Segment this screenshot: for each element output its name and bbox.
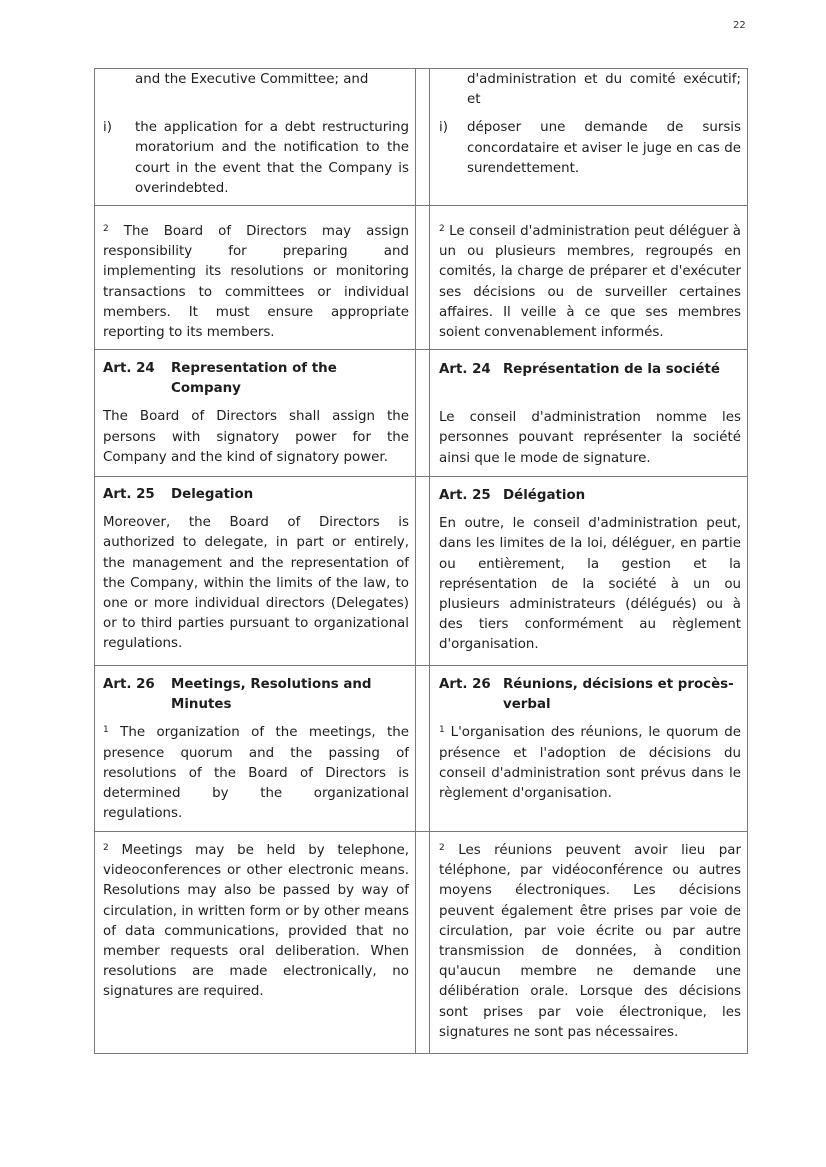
table-row <box>94 832 748 1054</box>
english-paragraph <box>103 222 409 343</box>
article-number: Art. 25 <box>439 488 491 503</box>
english-paragraph: The Board of Directors shall assign the persons with signatory power for the Company and the kind of signatory power. <box>103 409 409 465</box>
paragraph-number: 2 <box>103 224 109 234</box>
english-cell <box>103 359 409 468</box>
article-title: Représentation de la société <box>503 362 720 377</box>
french-paragraph <box>439 723 741 804</box>
article-number: Art. 24 <box>103 361 155 376</box>
table-row <box>94 666 748 832</box>
french-cell <box>439 675 741 804</box>
table-row <box>94 206 748 350</box>
paragraph-number: 2 <box>103 843 109 853</box>
english-paragraph <box>103 723 409 824</box>
article-heading <box>439 486 741 506</box>
french-cell <box>439 841 741 1043</box>
paragraph-text: The organization of the meetings, the presence quorum and the passing of resolutions of the Board of Directors is determined by the organizational regulations. <box>103 725 409 822</box>
paragraph-number: 1 <box>103 725 109 736</box>
bilingual-table <box>94 68 748 1054</box>
list-marker: i) <box>103 120 112 136</box>
english-cell <box>103 69 409 199</box>
list-marker: i) <box>439 120 448 136</box>
french-cell <box>439 360 741 469</box>
article-number: Art. 24 <box>439 362 491 377</box>
paragraph-number: 1 <box>439 725 445 736</box>
english-list-item <box>103 118 409 199</box>
english-cell <box>103 485 409 655</box>
paragraph-number: 2 <box>439 224 445 234</box>
french-list-item <box>439 118 741 179</box>
paragraph-number: 2 <box>439 843 445 853</box>
english-paragraph: Moreover, the Board of Directors is authorized to delegate, in part or entirely, the management and the representation of the Company, within the limits of the law, to one or more individual directors (Delegates) or to third parties pursuant to organizational regulations. <box>103 515 409 652</box>
article-title: Representation of the Company <box>171 361 337 397</box>
list-item-text: déposer une demande de sursis concordataire et aviser le juge en cas de surendettement. <box>467 120 741 176</box>
page-number: 22 <box>733 20 746 31</box>
article-title: Delegation <box>171 487 254 502</box>
article-title: Délégation <box>503 488 586 503</box>
article-number: Art. 26 <box>439 677 491 692</box>
article-heading <box>103 675 409 715</box>
french-paragraph: Le conseil d'administration nomme les personnes pouvant représenter la société ainsi que le mode de signature. <box>439 410 741 466</box>
english-paragraph <box>103 841 409 1003</box>
paragraph-text: Meetings may be held by telephone, videoconferences or other electronic means. Resolutions may also be passed by way of circulation, in written form or by other means of data communications, provided that no member requests oral deliberation. When resolutions are made electronically, no signatures are required. <box>103 843 409 1000</box>
paragraph-text: Le conseil d'administration peut déléguer à un ou plusieurs membres, regroupés en comités, la charge de préparer et d'exécuter ses décisions ou de surveiller certaines affaires. Il veille à ce que ses membres soient convenablement informés. <box>439 224 742 341</box>
table-row <box>94 350 748 477</box>
paragraph-text: Les réunions peuvent avoir lieu par téléphone, par vidéoconférence ou autres moyens électroniques. Les décisions peuvent également être prises par voie de circulation, par voie écrite ou par autre transmission de données, à condition qu'aucun membre ne demande une délibération orale. Lorsque des décisions sont prises par voie électronique, les signatures ne sont pas nécessaires. <box>439 843 741 1040</box>
article-heading <box>439 675 741 715</box>
french-cell <box>439 486 741 656</box>
article-heading <box>439 360 741 380</box>
table-row <box>94 477 748 666</box>
list-item-text: the application for a debt restructuring moratorium and the notification to the court in the event that the Company is overindebted. <box>135 120 409 196</box>
french-paragraph <box>439 841 741 1043</box>
article-title: Réunions, décisions et procès-verbal <box>503 677 734 713</box>
article-heading <box>103 485 409 505</box>
paragraph-text: L'organisation des réunions, le quorum de présence et l'adoption de décisions du conseil d'administration sont prévus dans le règlement d'organisation. <box>439 725 741 802</box>
article-number: Art. 26 <box>103 677 155 692</box>
french-continuation-text: d'administration et du comité exécutif; et <box>467 72 741 108</box>
french-paragraph <box>439 222 741 343</box>
english-cell <box>103 841 409 1003</box>
english-cell <box>103 222 409 343</box>
english-continuation-text: and the Executive Committee; and <box>135 72 369 87</box>
english-cell <box>103 675 409 824</box>
french-cell <box>439 69 741 179</box>
article-number: Art. 25 <box>103 487 155 502</box>
french-cell <box>439 222 741 343</box>
article-heading <box>103 359 409 399</box>
paragraph-text: The Board of Directors may assign responsibility for preparing and implementing its resolutions or monitoring transactions to committees or individual members. It must ensure appropriate reporting to its members. <box>103 224 409 341</box>
table-row <box>94 69 748 206</box>
article-title: Meetings, Resolutions and Minutes <box>171 677 372 713</box>
french-paragraph: En outre, le conseil d'administration peut, dans les limites de la loi, déléguer, en partie ou entièrement, la gestion et la représentation de la société à un ou plusieurs administrateurs (délégués) ou à des tiers conformément au règlement d'organisation. <box>439 516 741 653</box>
